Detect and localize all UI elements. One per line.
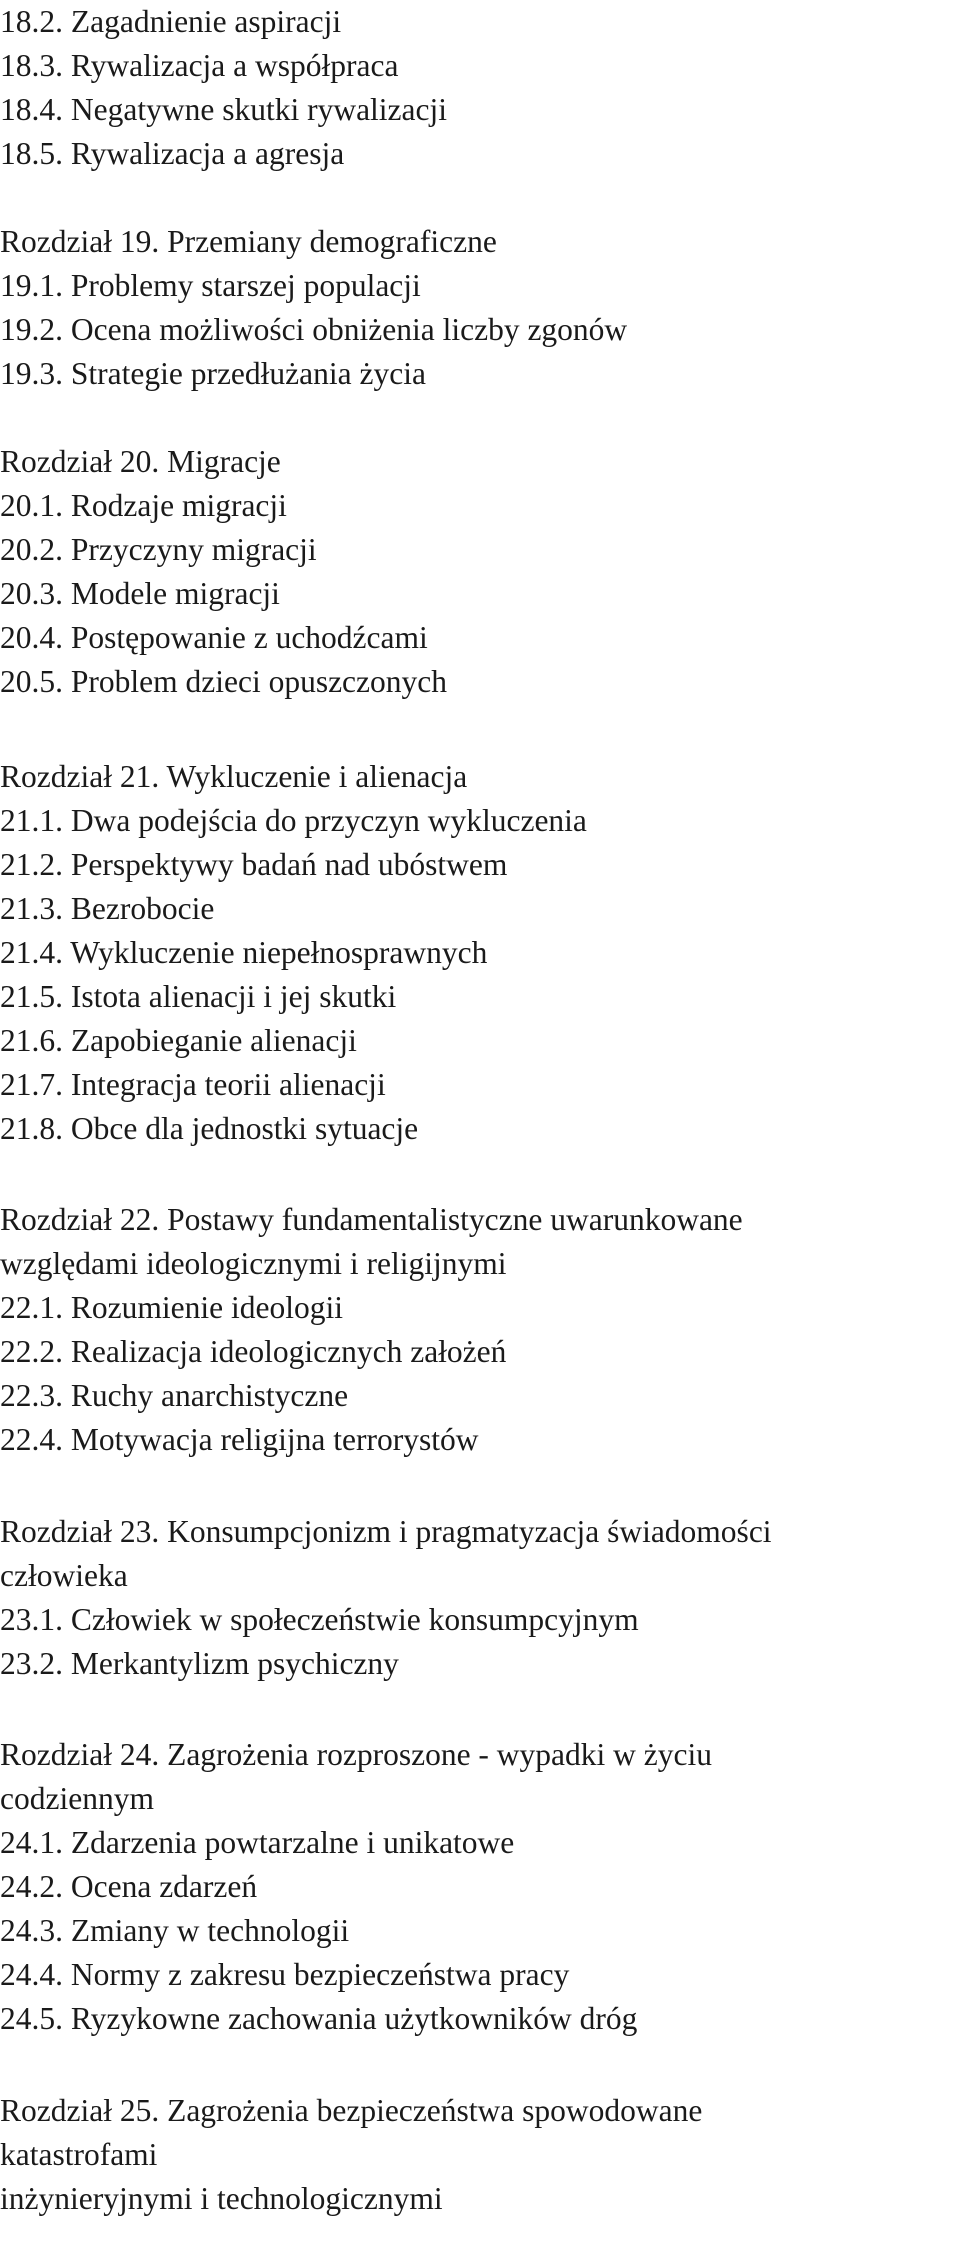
toc-line-subsection: 22.1. Rozumienie ideologii bbox=[0, 1290, 343, 1325]
toc-chapter-heading-continued: człowieka bbox=[0, 1558, 128, 1593]
toc-line-subsection: 19.2. Ocena możliwości obniżenia liczby zgonów bbox=[0, 312, 628, 347]
toc-chapter-heading: Rozdział 22. Postawy fundamentalistyczne uwarunkowane bbox=[0, 1202, 743, 1237]
toc-chapter-heading-continued: codziennym bbox=[0, 1781, 154, 1816]
toc-line-subsection: 20.2. Przyczyny migracji bbox=[0, 532, 317, 567]
toc-chapter-heading: Rozdział 21. Wykluczenie i alienacja bbox=[0, 759, 468, 794]
toc-line-subsection: 21.7. Integracja teorii alienacji bbox=[0, 1067, 386, 1102]
toc-chapter-heading-continued: względami ideologicznymi i religijnymi bbox=[0, 1246, 507, 1281]
toc-line-subsection: 24.2. Ocena zdarzeń bbox=[0, 1869, 258, 1904]
toc-line-subsection: 24.4. Normy z zakresu bezpieczeństwa pracy bbox=[0, 1957, 570, 1992]
toc-line-subsection: 21.8. Obce dla jednostki sytuacje bbox=[0, 1111, 419, 1146]
toc-line-subsection: 20.5. Problem dzieci opuszczonych bbox=[0, 664, 447, 699]
toc-line-subsection: 21.2. Perspektywy badań nad ubóstwem bbox=[0, 847, 508, 882]
toc-line-subsection: 20.3. Modele migracji bbox=[0, 576, 280, 611]
toc-line-subsection: 21.1. Dwa podejścia do przyczyn wykluczenia bbox=[0, 803, 587, 838]
toc-line-subsection: 21.6. Zapobieganie alienacji bbox=[0, 1023, 357, 1058]
toc-line-subsection: 22.3. Ruchy anarchistyczne bbox=[0, 1378, 349, 1413]
toc-line-subsection: 24.1. Zdarzenia powtarzalne i unikatowe bbox=[0, 1825, 515, 1860]
toc-line-subsection: 21.5. Istota alienacji i jej skutki bbox=[0, 979, 397, 1014]
toc-line-subsection: 22.2. Realizacja ideologicznych założeń bbox=[0, 1334, 507, 1369]
toc-line-subsection: 21.3. Bezrobocie bbox=[0, 891, 215, 926]
toc-line-subsection: 18.5. Rywalizacja a agresja bbox=[0, 136, 345, 171]
toc-chapter-heading: Rozdział 23. Konsumpcjonizm i pragmatyzacja świadomości bbox=[0, 1514, 772, 1549]
toc-chapter-heading: Rozdział 24. Zagrożenia rozproszone - wypadki w życiu bbox=[0, 1737, 712, 1772]
toc-line-subsection: 18.3. Rywalizacja a współpraca bbox=[0, 48, 399, 83]
toc-line-subsection: 18.2. Zagadnienie aspiracji bbox=[0, 4, 342, 39]
toc-line-subsection: 24.3. Zmiany w technologii bbox=[0, 1913, 350, 1948]
toc-line-subsection: 24.5. Ryzykowne zachowania użytkowników dróg bbox=[0, 2001, 638, 2036]
toc-line-subsection: 19.3. Strategie przedłużania życia bbox=[0, 356, 426, 391]
toc-line-subsection: 20.4. Postępowanie z uchodźcami bbox=[0, 620, 428, 655]
toc-chapter-heading-continued: inżynieryjnymi i technologicznymi bbox=[0, 2181, 443, 2216]
toc-line-subsection: 22.4. Motywacja religijna terrorystów bbox=[0, 1422, 479, 1457]
toc-chapter-heading: Rozdział 19. Przemiany demograficzne bbox=[0, 224, 497, 259]
toc-line-subsection: 23.1. Człowiek w społeczeństwie konsumpcyjnym bbox=[0, 1602, 639, 1637]
toc-line-subsection: 23.2. Merkantylizm psychiczny bbox=[0, 1646, 399, 1681]
toc-chapter-heading-continued: katastrofami bbox=[0, 2137, 158, 2172]
toc-chapter-heading: Rozdział 25. Zagrożenia bezpieczeństwa spowodowane bbox=[0, 2093, 703, 2128]
toc-line-subsection: 19.1. Problemy starszej populacji bbox=[0, 268, 421, 303]
toc-line-subsection: 18.4. Negatywne skutki rywalizacji bbox=[0, 92, 447, 127]
toc-chapter-heading: Rozdział 20. Migracje bbox=[0, 444, 281, 479]
toc-line-subsection: 20.1. Rodzaje migracji bbox=[0, 488, 287, 523]
toc-line-subsection: 21.4. Wykluczenie niepełnosprawnych bbox=[0, 935, 488, 970]
